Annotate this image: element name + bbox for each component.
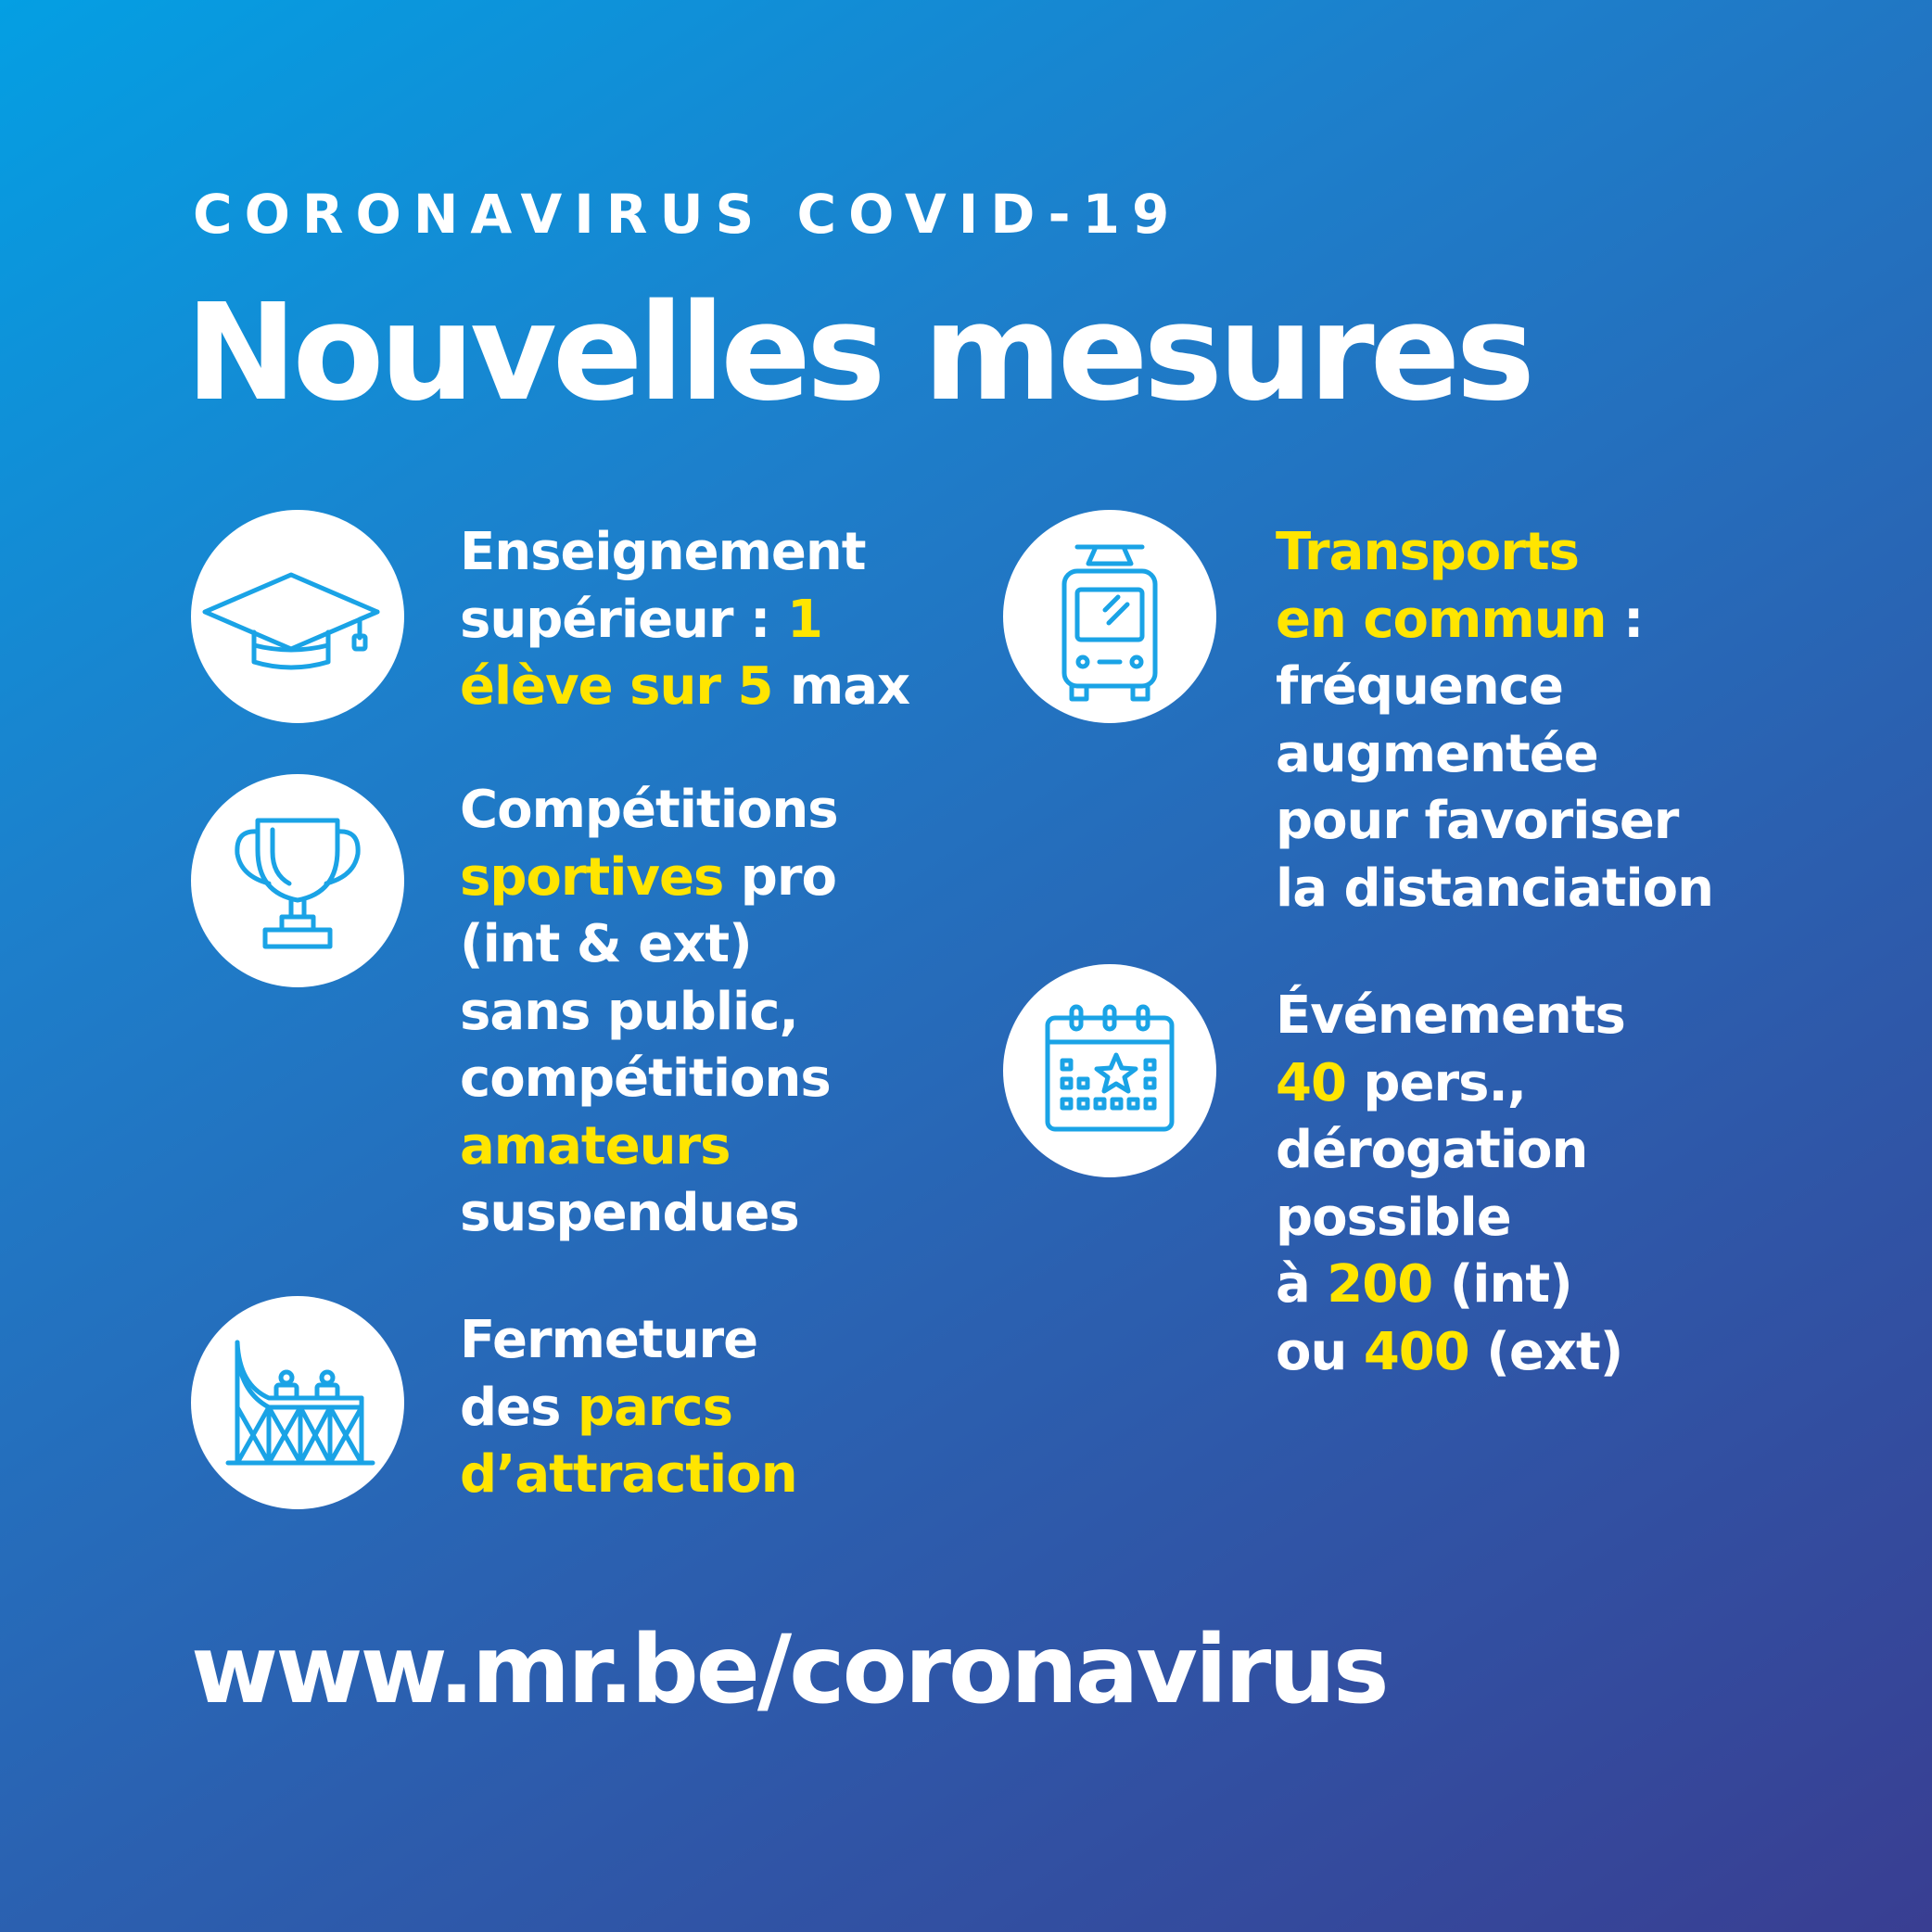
text-segment: ou — [1276, 1321, 1364, 1382]
transports-line: pour favoriser — [1276, 791, 1679, 851]
competitions-line: Compétitions — [460, 780, 838, 840]
transports-line: fréquence — [1276, 656, 1563, 717]
competitions-line: sans public, — [460, 981, 798, 1042]
competitions-line: (int & ext) — [460, 914, 752, 974]
competitions-line — [460, 845, 838, 912]
highlight-text: 200 — [1327, 1254, 1433, 1315]
graduation-cap-icon — [191, 510, 404, 723]
enseignement-line — [460, 654, 909, 721]
item-parcs — [460, 1307, 797, 1509]
competitions-line: compétitions — [460, 1049, 831, 1109]
enseignement-line: Enseignement — [460, 522, 866, 582]
competitions-line: amateurs — [460, 1115, 731, 1176]
calendar-star-icon — [1003, 964, 1216, 1177]
transports-line: augmentée — [1276, 723, 1598, 784]
roller-coaster-icon — [191, 1296, 404, 1509]
highlight-text: 400 — [1363, 1321, 1469, 1382]
item-enseignement — [460, 519, 909, 721]
text-segment: (ext) — [1468, 1321, 1623, 1382]
text-segment: pers., — [1345, 1052, 1526, 1113]
transports-line — [1276, 587, 1713, 655]
competitions-line: suspendues — [460, 1183, 799, 1243]
text-segment: : — [1606, 589, 1644, 650]
text-segment: supérieur : — [460, 589, 787, 650]
evenements-line: dérogation — [1276, 1120, 1588, 1180]
evenements-line — [1276, 1050, 1625, 1118]
parcs-line: Fermeture — [460, 1310, 758, 1370]
item-competitions — [460, 777, 838, 1248]
evenements-line — [1276, 1319, 1625, 1387]
transports-line: la distanciation — [1276, 858, 1714, 919]
highlight-text: 40 — [1276, 1052, 1346, 1113]
text-segment: à — [1276, 1254, 1328, 1315]
highlight-text: élève sur 5 — [460, 656, 773, 717]
evenements-line: possible — [1276, 1187, 1511, 1248]
evenements-line: Événements — [1276, 985, 1625, 1046]
highlight-text: parcs — [577, 1377, 732, 1438]
evenements-line — [1276, 1252, 1625, 1319]
text-segment: pro — [723, 846, 836, 908]
item-evenements — [1276, 983, 1625, 1386]
parcs-line: d’attraction — [460, 1444, 797, 1505]
text-segment: des — [460, 1377, 578, 1438]
page-title: Nouvelles mesures — [185, 274, 1532, 430]
parcs-line — [460, 1375, 797, 1443]
trophy-icon — [191, 774, 404, 987]
kicker-title: CORONAVIRUS COVID-19 — [193, 183, 1182, 246]
highlight-text: en commun — [1276, 589, 1607, 650]
highlight-text: 1 — [786, 589, 822, 650]
enseignement-line — [460, 587, 909, 655]
text-segment: max — [772, 656, 910, 717]
transports-line: Transports — [1276, 522, 1579, 582]
footer-url-link[interactable]: www.mr.be/coronavirus — [191, 1615, 1387, 1725]
tram-icon — [1003, 510, 1216, 723]
text-segment: (int) — [1432, 1254, 1572, 1315]
highlight-text: sportives — [460, 846, 724, 908]
item-transports — [1276, 519, 1713, 922]
